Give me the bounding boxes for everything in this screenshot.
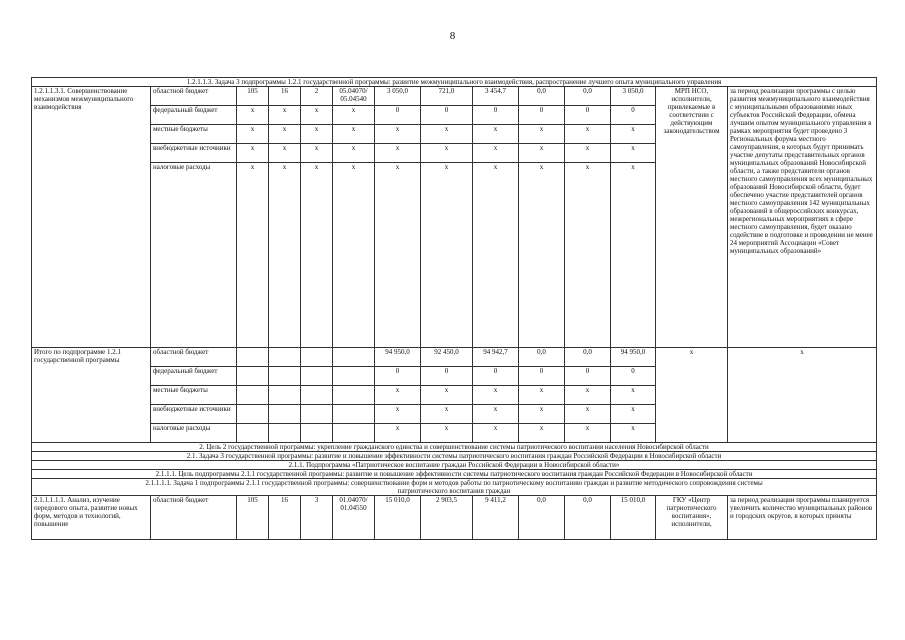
value-cell: х bbox=[375, 125, 421, 144]
target-code: 05.04070/ 05.04540 bbox=[333, 87, 375, 106]
funding-source: налоговые расходы bbox=[151, 424, 237, 443]
grbs-code: 105 bbox=[237, 496, 269, 540]
executor: МРП НСО, исполнители, привлекаемые в соответствии с действующим законодательством bbox=[656, 87, 728, 348]
value-cell: 9 411,2 bbox=[473, 496, 519, 540]
target-code: х bbox=[333, 144, 375, 163]
value-cell: х bbox=[375, 386, 421, 405]
value-cell: 0,0 bbox=[565, 348, 611, 367]
value-cell: х bbox=[565, 386, 611, 405]
program-table bbox=[31, 77, 877, 540]
header-row-subprogram bbox=[32, 461, 877, 470]
value-cell: х bbox=[375, 163, 421, 348]
target-code: 01.04070/ 01.04550 bbox=[333, 496, 375, 540]
table-row bbox=[32, 87, 877, 106]
value-cell: х bbox=[473, 163, 519, 348]
value-cell: х bbox=[611, 424, 656, 443]
value-cell: х bbox=[611, 125, 656, 144]
value-cell: 0 bbox=[519, 106, 565, 125]
value-cell: 0 bbox=[421, 367, 473, 386]
subsection-code: х bbox=[301, 163, 333, 348]
value-cell: х bbox=[421, 125, 473, 144]
target-code: х bbox=[333, 163, 375, 348]
funding-source: внебюджетные источники bbox=[151, 144, 237, 163]
value-cell: х bbox=[565, 144, 611, 163]
value-cell: 0 bbox=[611, 367, 656, 386]
value-cell: 0 bbox=[519, 367, 565, 386]
value-cell: 0,0 bbox=[565, 496, 611, 540]
value-cell: 15 010,0 bbox=[375, 496, 421, 540]
header-row-task-21 bbox=[32, 452, 877, 461]
funding-source: областной бюджет bbox=[151, 496, 237, 540]
value-cell: х bbox=[611, 386, 656, 405]
expected-result: за период реализации программы с целью развития межмуниципального взаимодействия с муниципальными образованиями иных субъектов Российской Федерации, обмена лучшим опытом муниципального управления в рамках мероприятия будет проведено 3 Региональных форума местного самоуправления, в которых будут принимать участие депутаты представительных органов муниципальных образований Новосибирской области, а также представители органов местного самоуправления всех муниципальных образований Новосибирской области, будет обеспечено участие представителей органов местного самоуправления 142 муниципальных образований в общероссийских конкурсах, межрегиональных мероприятиях в сфере местного самоуправления, будет оказано содействие в подготовке и проведении не менее 24 мероприятий Ассоциации «Совет муниципальных образований» bbox=[728, 87, 877, 348]
value-cell: х bbox=[611, 144, 656, 163]
task-header: 1.2.1.1.3. Задача 3 подпрограммы 1.2.1 государственной программы: развитие межмуниципального взаимодействия, распространение лучшего опыта муниципального управления bbox=[32, 78, 877, 87]
grbs-code: 105 bbox=[237, 87, 269, 106]
value-cell: х bbox=[565, 405, 611, 424]
value-cell: 0 bbox=[375, 106, 421, 125]
subsection-code: х bbox=[301, 144, 333, 163]
section-code: х bbox=[269, 163, 301, 348]
task-header bbox=[32, 479, 877, 496]
section-code: х bbox=[269, 125, 301, 144]
subsection-code: х bbox=[301, 106, 333, 125]
funding-source: областной бюджет bbox=[151, 87, 237, 106]
value-cell: 0 bbox=[473, 367, 519, 386]
value-cell: 721,0 bbox=[421, 87, 473, 106]
task-header-line: 2.1.1.1.1. Задача 1 подпрограммы 2.1.1 государственной программы: совершенствование форм и методов работы по патриотическому воспитанию граждан и развитие методического сопровождения системы bbox=[145, 479, 763, 487]
value-cell: 94 950,0 bbox=[375, 348, 421, 367]
header-row-task-21111 bbox=[32, 479, 877, 496]
header-row-task-1213 bbox=[32, 78, 877, 87]
value-cell: х bbox=[473, 144, 519, 163]
task-header-line: патриотического воспитания граждан bbox=[397, 487, 511, 495]
expected-result: х bbox=[728, 348, 877, 443]
funding-source: федеральный бюджет bbox=[151, 367, 237, 386]
expected-result: за период реализации программы планируется увеличить количество муниципальных районов и городских округов, в которых приняты bbox=[728, 496, 877, 540]
funding-source: областной бюджет bbox=[151, 348, 237, 367]
value-cell: х bbox=[375, 424, 421, 443]
value-cell: 0 bbox=[565, 367, 611, 386]
grbs-code: х bbox=[237, 163, 269, 348]
grbs-code: х bbox=[237, 144, 269, 163]
executor: ГКУ «Центр патриотического воспитания», исполнители, bbox=[656, 496, 728, 540]
value-cell: 3 454,7 bbox=[473, 87, 519, 106]
page-number: 8 bbox=[449, 30, 456, 42]
value-cell: х bbox=[421, 424, 473, 443]
value-cell: х bbox=[565, 424, 611, 443]
subprogram-header: 2.1.1. Подпрограмма «Патриотическое воспитание граждан Российской Федерации в Новосибирской области» bbox=[32, 461, 877, 470]
funding-source: внебюджетные источники bbox=[151, 405, 237, 424]
goal-header: 2.1.1.1. Цель подпрограммы 2.1.1 государственной программы: развитие и повышение эффективности системы патриотического воспитания граждан Российской Федерации в Новосибирской области bbox=[32, 470, 877, 479]
value-cell: 0,0 bbox=[519, 87, 565, 106]
value-cell: 15 010,0 bbox=[611, 496, 656, 540]
subsection-code: 2 bbox=[301, 87, 333, 106]
value-cell: х bbox=[421, 163, 473, 348]
section-code: 16 bbox=[269, 496, 301, 540]
section-code: 16 bbox=[269, 87, 301, 106]
value-cell: 0,0 bbox=[519, 348, 565, 367]
target-code: х bbox=[333, 106, 375, 125]
subsection-code: х bbox=[301, 125, 333, 144]
value-cell: 3 050,0 bbox=[375, 87, 421, 106]
value-cell: х bbox=[473, 125, 519, 144]
value-cell: х bbox=[565, 125, 611, 144]
value-cell: 0,0 bbox=[519, 496, 565, 540]
value-cell: 0 bbox=[611, 106, 656, 125]
value-cell: х bbox=[421, 405, 473, 424]
subsection-code: 3 bbox=[301, 496, 333, 540]
grbs-code: х bbox=[237, 125, 269, 144]
activity-name: 2.1.1.1.1.1. Анализ, изучение передового опыта, развитие новых форм, методов и технологий, повышение bbox=[32, 496, 151, 540]
table-row bbox=[32, 496, 877, 540]
value-cell: 0 bbox=[473, 106, 519, 125]
funding-source: местные бюджеты bbox=[151, 386, 237, 405]
grbs-code: х bbox=[237, 106, 269, 125]
funding-source: федеральный бюджет bbox=[151, 106, 237, 125]
value-cell: 0 bbox=[565, 106, 611, 125]
table-row bbox=[32, 348, 877, 367]
total-label: Итого по подпрограмме 1.2.1 государственной программы bbox=[32, 348, 151, 443]
value-cell: 2 903,5 bbox=[421, 496, 473, 540]
value-cell: х bbox=[519, 163, 565, 348]
value-cell: х bbox=[473, 405, 519, 424]
task-header: 2.1. Задача 3 государственной программы: развитие и повышение эффективности системы патриотического воспитания граждан Российской Федерации в Новосибирской области bbox=[32, 452, 877, 461]
value-cell: х bbox=[611, 163, 656, 348]
value-cell: 0 bbox=[375, 367, 421, 386]
header-row-goal-2111 bbox=[32, 470, 877, 479]
value-cell: х bbox=[611, 405, 656, 424]
value-cell: х bbox=[421, 144, 473, 163]
value-cell: х bbox=[375, 405, 421, 424]
header-row-goal-2 bbox=[32, 443, 877, 452]
value-cell: 3 050,0 bbox=[611, 87, 656, 106]
value-cell: 0 bbox=[421, 106, 473, 125]
goal-header: 2. Цель 2 государственной программы: укрепление гражданского единства и совершенствование системы патриотического воспитания населения Новосибирской области bbox=[32, 443, 877, 452]
value-cell: х bbox=[473, 386, 519, 405]
funding-source: налоговые расходы bbox=[151, 163, 237, 348]
value-cell: х bbox=[519, 125, 565, 144]
value-cell: х bbox=[565, 163, 611, 348]
value-cell: 0,0 bbox=[565, 87, 611, 106]
target-code: х bbox=[333, 125, 375, 144]
activity-name: 1.2.1.1.3.1. Совершенствование механизмов межмуниципального взаимодействия bbox=[32, 87, 151, 348]
executor: х bbox=[656, 348, 728, 443]
value-cell: 94 942,7 bbox=[473, 348, 519, 367]
section-code: х bbox=[269, 144, 301, 163]
value-cell: х bbox=[519, 144, 565, 163]
value-cell: 92 450,0 bbox=[421, 348, 473, 367]
value-cell: х bbox=[519, 424, 565, 443]
section-code: х bbox=[269, 106, 301, 125]
value-cell: х bbox=[473, 424, 519, 443]
funding-source: местные бюджеты bbox=[151, 125, 237, 144]
value-cell: х bbox=[519, 386, 565, 405]
value-cell: х bbox=[421, 386, 473, 405]
value-cell: х bbox=[375, 144, 421, 163]
value-cell: 94 950,0 bbox=[611, 348, 656, 367]
value-cell: х bbox=[519, 405, 565, 424]
